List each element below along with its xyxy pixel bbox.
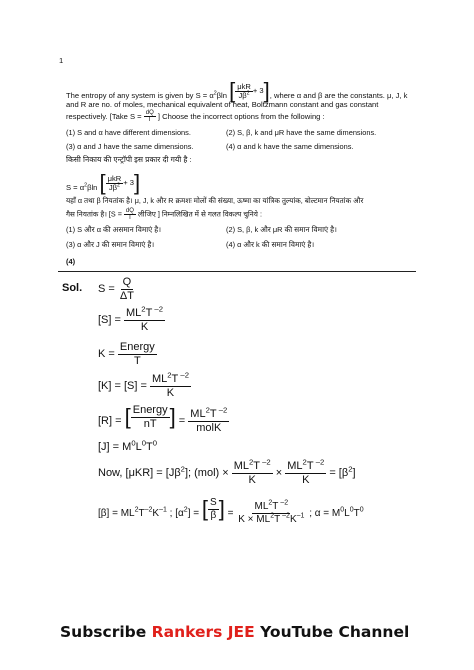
sol-line-6: $[J] = M^0L^0T^0$: [98, 438, 158, 453]
question-hindi-line-1: यहाँ α तथा β नियतांक है। μ, J, k और R क्रमशः मोलों की संख्या, ऊष्मा का यांत्रिक तुल्यांक, बोल्टमान नियतांक और: [66, 196, 364, 205]
sol-line-8: $[\beta] = ML^2T^{-2}K^{-1}$ ; $[\alpha^2]$ = [ $\frac{S}{\beta}$ ] = $\frac{ML^2T ^{-2}}{K \times ML^2T ^{-2}K^{-1}}$ ; $\alpha = M^0L^0T^0$: [98, 496, 364, 525]
sol-line-7: Now, $[\mu KR] = [J\beta^2]$; (mol) × $\frac{ML^2T ^{-2}}{K}$ × $\frac{ML^2T ^{-2}}{K}$ = $[\beta^2]$: [98, 457, 356, 486]
answer: (4): [66, 257, 76, 266]
question-line-1: The entropy of any system is given by $S = \alpha^2\beta\ln$ [ $\frac{\text{μkR}}{J\beta^2}$ + 3 ] , where α and β are the constants. μ, J, k: [66, 78, 408, 103]
option-hi-2: (2) S, β, k और μR की समान विमाएं है।: [226, 225, 337, 234]
sol-line-3: K = $\frac{\text{Energy}}{T}$: [98, 341, 155, 367]
footer-banner: [60, 623, 409, 641]
question-hindi-formula: $S = \alpha^2\beta\ln$ [ $\frac{\text{μkR}}{J\beta^2}$ + 3 ]: [66, 170, 141, 195]
sol-line-2: [S] = $\frac{ML^2T ^{-2}}{K}$: [98, 304, 163, 333]
footer-text-2: YouTube Channel: [254, 623, 410, 641]
option-hi-1: (1) S और α की असमान विमाएं है।: [66, 225, 162, 234]
sol-line-5: [R] = [ $\frac{\text{Energy}}{nT}$ ] = $\frac{ML^2T ^{-2}}{\text{molK}}$: [98, 404, 228, 434]
divider: [58, 271, 416, 272]
sol-line-1: S = $\frac{Q}{\Delta T}$: [98, 276, 134, 302]
question-hindi-intro: किसी निकाय की एन्ट्रॉपी इस प्रकार दी गयी है :: [66, 155, 192, 164]
option-hi-3: (3) α और J की समान विमाएं है।: [66, 240, 155, 249]
option-en-3: (3) α and J have the same dimensions.: [66, 142, 194, 151]
option-en-4: (4) α and k have the same dimensions.: [226, 142, 354, 151]
option-en-1: (1) S and α have different dimensions.: [66, 128, 191, 137]
option-hi-4: (4) α और k की समान विमाएं है।: [226, 240, 315, 249]
question-line-2: and R are no. of moles, mechanical equivalent of heat, Boltzmann constant and gas constant: [66, 100, 379, 109]
sol-line-4: [K] = [S] = $\frac{ML^2T ^{-2}}{K}$: [98, 370, 189, 399]
page-number: 1: [59, 56, 64, 65]
footer-text-1: Subscribe: [60, 623, 152, 641]
solution-label: Sol.: [62, 282, 83, 294]
question-hindi-line-2: गैस नियतांक है। [S = $\frac{dQ}{T}$ लीजिए ] निम्नलिखित में से गलत विकल्प चुनिये :: [66, 208, 262, 222]
footer-brand: Rankers JEE: [151, 623, 255, 641]
question-line-3: respectively. [Take S = $\frac{dQ}{T}$ ] Choose the incorrect options from the following :: [66, 110, 325, 124]
option-en-2: (2) S, β, k and μR have the same dimensions.: [226, 128, 377, 137]
